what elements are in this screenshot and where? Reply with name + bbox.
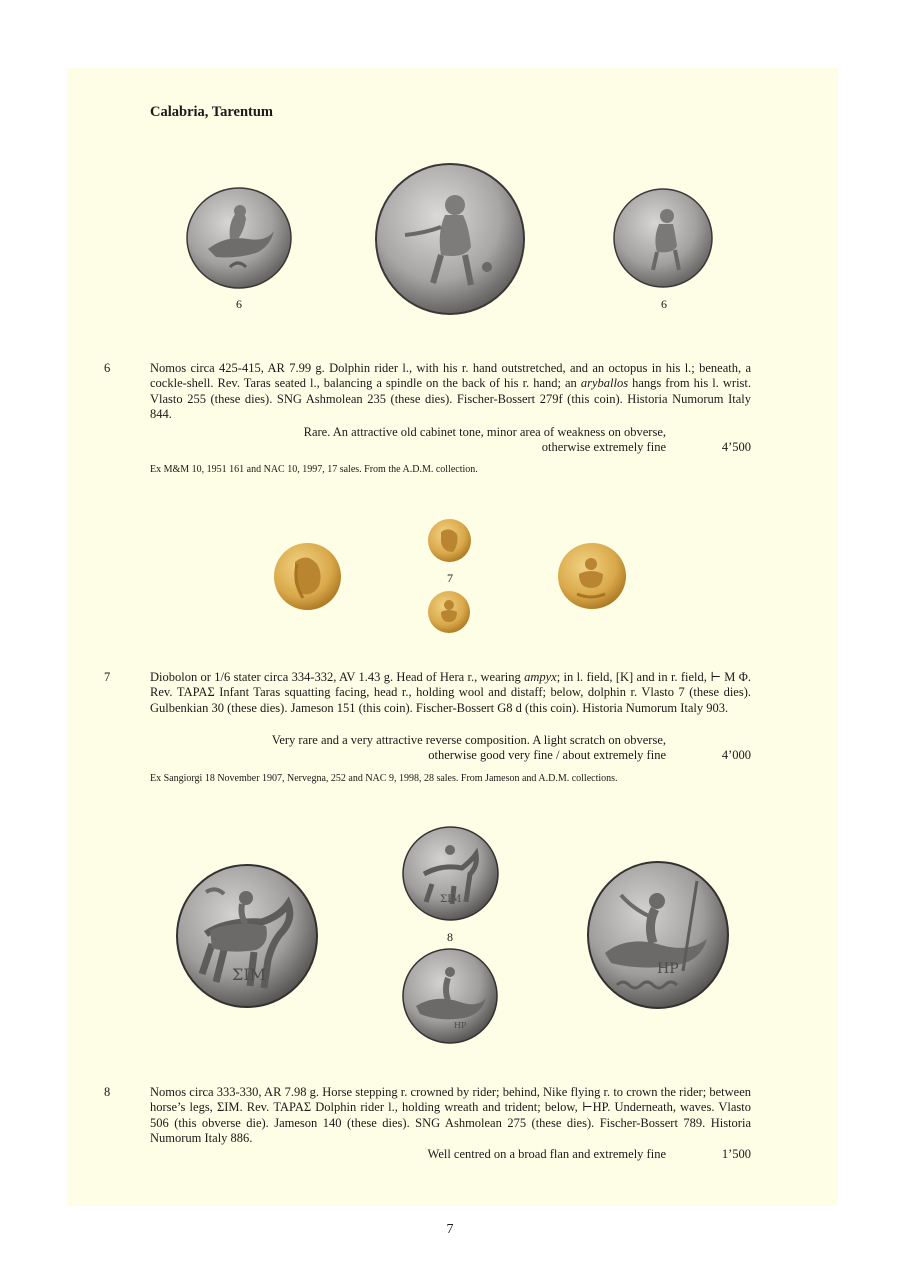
lot-description-text: Nomos circa 425-415, AR 7.99 g. Dolphin rider l., with his r. hand outstretched, and an octopus in his l.; beneath, a cockle-shell. Rev. Taras seated l., balancing a spindle on the back of his r. hand; an bbox=[150, 361, 751, 391]
lot7-reverse-coin-image-small bbox=[427, 590, 471, 634]
page-number: 7 bbox=[446, 1222, 454, 1237]
lot-price: 4’000 bbox=[721, 748, 751, 762]
lot-description-text: Diobolon or 1/6 stater circa 334-332, AV 1.43 g. Head of Hera r., wearing bbox=[150, 670, 525, 684]
lot-grade-line: otherwise good very fine / about extremely fine bbox=[428, 748, 666, 762]
lot7-reverse-coin-image bbox=[557, 542, 627, 610]
lot-grade-line: otherwise extremely fine bbox=[541, 440, 666, 454]
lot-description bbox=[150, 670, 751, 716]
lot7-obverse-coin-image-small bbox=[427, 518, 472, 563]
lot6-reverse-coin-image bbox=[613, 188, 714, 289]
lot-grade-line: Rare. An attractive old cabinet tone, minor area of weakness on obverse, bbox=[303, 425, 666, 439]
lot-number: 6 bbox=[104, 361, 111, 375]
lot-grade-line: Very rare and a very attractive reverse composition. A light scratch on obverse, bbox=[271, 733, 666, 747]
lot8-coin-legend-hp: ΗΡ bbox=[657, 961, 679, 977]
lot-number: 7 bbox=[104, 670, 111, 684]
lot-number: 8 bbox=[104, 1085, 111, 1099]
lot8-obverse-coin-image bbox=[176, 864, 318, 1009]
lot8-coin-legend-sim: ΣΙΜ bbox=[232, 965, 267, 984]
lot6-image-label-right: 6 bbox=[661, 297, 667, 311]
lot8-reverse-coin-image bbox=[587, 861, 729, 1010]
lot7-obverse-coin-image bbox=[273, 542, 342, 611]
lot8-reverse-coin-image-small bbox=[402, 948, 498, 1044]
lot8-coin-legend-hp-small: ΗΡ bbox=[454, 1021, 467, 1030]
lot-provenance: Ex M&M 10, 1951 161 and NAC 10, 1997, 17 sales. From the A.D.M. collection. bbox=[150, 464, 478, 475]
lot-description-italic: ampyx bbox=[524, 670, 557, 684]
lot6-obverse-coin-image bbox=[186, 187, 292, 289]
lot8-image-label: 8 bbox=[447, 930, 453, 944]
lot-description-text: hangs from his l. wrist. Vlasto 255 (these dies). SNG Ashmolean 235 (these dies). Fischer-Bossert 279f (this coin). Historia Numorum Italy 844. bbox=[150, 376, 751, 422]
lot-description bbox=[150, 361, 751, 423]
lot-description-italic: aryballos bbox=[580, 376, 629, 391]
lot8-obverse-coin-image-small bbox=[402, 826, 499, 921]
lot-description: Nomos circa 333-330, AR 7.98 g. Horse stepping r. crowned by rider; behind, Nike flying r. to crown the rider; between horse’s legs, ΣΙΜ. Rev. ΤΑΡΑΣ Dolphin rider l., holding wreath and trident; below, ⊢ΗΡ. Underneath, waves. Vlasto 506 (this obverse die). Jameson 140 (these dies). SNG Ashmolean 275 (these dies). Fischer-Bossert 789. Historia Numorum Italy 886. bbox=[150, 1085, 751, 1146]
lot-provenance: Ex Sangiorgi 18 November 1907, Nervegna, 252 and NAC 9, 1998, 28 sales. From Jameson and A.D.M. collections. bbox=[150, 773, 618, 784]
lot-description-text: ; in l. field, [K] and in r. field, ⊢ Μ Φ. Rev. ΤΑΡΑΣ Infant Taras squatting facing, head r., holding wool and distaff; below, dolphin r. Vlasto 7 (these dies). Gulbenkian 30 (these dies). Jameson 151 (this coin). Fischer-Bossert G8 d (this coin). Historia Numorum Italy 903. bbox=[150, 670, 751, 715]
lot-price: 4’500 bbox=[721, 440, 751, 454]
lot-price: 1’500 bbox=[721, 1147, 751, 1161]
lot-grade-line: Well centred on a broad flan and extremely fine bbox=[427, 1147, 666, 1161]
section-title: Calabria, Tarentum bbox=[150, 104, 274, 120]
lot7-image-label: 7 bbox=[447, 571, 453, 585]
lot8-coin-legend-sim-small: ΣΙΜ bbox=[440, 894, 462, 905]
lot6-reverse-coin-image-large bbox=[375, 163, 525, 315]
lot6-image-label-left: 6 bbox=[236, 297, 242, 311]
